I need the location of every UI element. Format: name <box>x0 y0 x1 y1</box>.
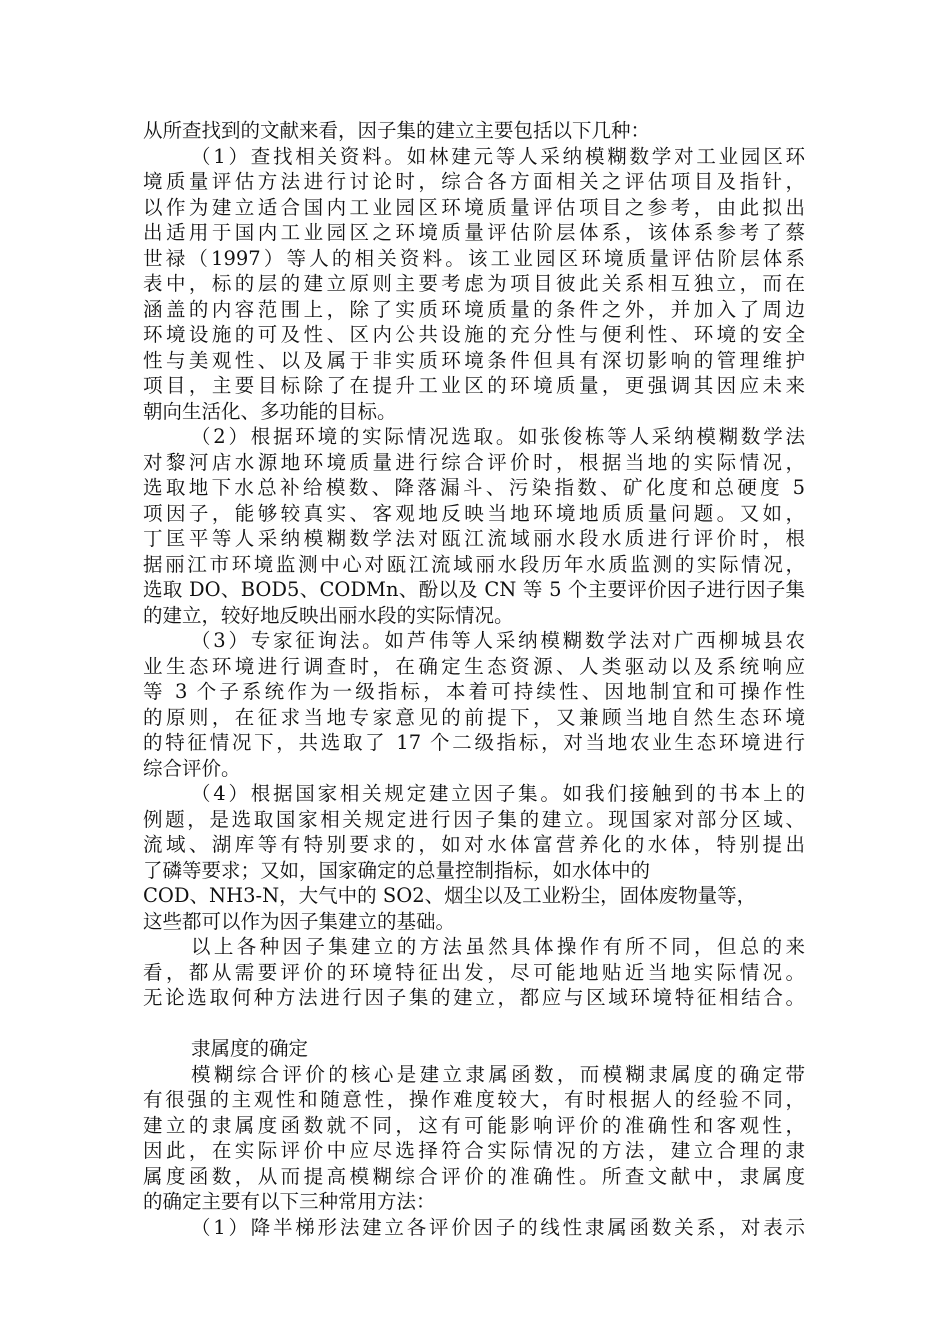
paragraph-5-line: 以上各种因子集建立的方法虽然具体操作有所不同，但总的来 <box>191 935 805 958</box>
paragraph-7-line: （1）降半梯形法建立各评价因子的线性隶属函数关系，对表示 <box>191 1215 805 1239</box>
paragraph-1-line: （1）查找相关资料。如林建元等人采纳模糊数学对工业园区环 <box>191 144 805 168</box>
paragraph-4-line: 了磷等要求；又如，国家确定的总量控制指标，如水体中的 <box>143 858 651 882</box>
paragraph-1-line: 项目，主要目标除了在提升工业区的环境质量，更强调其因应未来 <box>143 374 805 397</box>
paragraph-3-line: 等 3 个子系统作为一级指标，本着可持续性、因地制宜和可操作性 <box>143 680 805 703</box>
paragraph-6-line: 属度函数，从而提高模糊综合评价的准确性。所查文献中，隶属度 <box>143 1164 805 1188</box>
paragraph-4-line: 这些都可以作为因子集建立的基础。 <box>143 909 456 933</box>
text-line: 从所查找到的文献来看，因子集的建立主要包括以下几种： <box>143 119 651 142</box>
document-body <box>143 118 805 1240</box>
paragraph-3-line: 业生态环境进行调查时，在确定生态资源、人类驱动以及系统响应 <box>143 654 805 678</box>
paragraph-2-line: 选取地下水总补给模数、降落漏斗、污染指数、矿化度和总硬度 5 <box>143 476 805 499</box>
paragraph-3-line: 综合评价。 <box>143 756 241 780</box>
paragraph-1-line: 出适用于国内工业园区之环境质量评估阶层体系，该体系参考了蔡 <box>143 221 805 244</box>
paragraph-1-line: 朝向生活化、多功能的目标。 <box>143 399 397 423</box>
paragraph-1-line: 以作为建立适合国内工业园区环境质量评估项目之参考，由此拟出 <box>143 195 805 219</box>
paragraph-2-line: 的建立，较好地反映出丽水段的实际情况。 <box>143 603 514 627</box>
paragraph-5-line: 无论选取何种方法进行因子集的建立，都应与区域环境特征相结合。 <box>143 986 805 1009</box>
paragraph-2-line: （2）根据环境的实际情况选取。如张俊栋等人采纳模糊数学法 <box>191 425 805 448</box>
paragraph-1-line: 环境设施的可及性、区内公共设施的充分性与便利性、环境的安全 <box>143 323 805 346</box>
paragraph-5-line: 看，都从需要评价的环境特征出发，尽可能地贴近当地实际情况。 <box>143 960 805 984</box>
paragraph-3-line: 的特征情况下，共选取了 17 个二级指标，对当地农业生态环境进行 <box>143 731 805 754</box>
paragraph-1-line: 表中，标的层的建立原则主要考虑为项目彼此关系相互独立，而在 <box>143 272 805 295</box>
section-heading: 隶属度的确定 <box>191 1037 309 1060</box>
paragraph-4-line: 例题，是选取国家相关规定进行因子集的建立。现国家对部分区域、 <box>143 807 805 831</box>
paragraph-6-line: 建立的隶属度函数就不同，这有可能影响评价的准确性和客观性， <box>143 1113 805 1137</box>
paragraph-3-line: 的原则，在征求当地专家意见的前提下，又兼顾当地自然生态环境 <box>143 705 805 729</box>
paragraph-2-line: 丁匡平等人采纳模糊数学法对瓯江流域丽水段水质进行评价时，根 <box>143 527 805 550</box>
paragraph-4-line: 流域、湖库等有特别要求的，如对水体富营养化的水体，特别提出 <box>143 833 805 856</box>
paragraph-2-line: 选取 DO、BOD5、CODMn、酚以及 CN 等 5 个主要评价因子进行因子集 <box>143 578 805 601</box>
paragraph-6-line: 因此，在实际评价中应尽选择符合实际情况的方法，建立合理的隶 <box>143 1139 805 1162</box>
paragraph-1-line: 世禄（1997）等人的相关资料。该工业园区环境质量评估阶层体系 <box>143 246 805 270</box>
paragraph-6-line: 模糊综合评价的核心是建立隶属函数，而模糊隶属度的确定带 <box>191 1062 805 1086</box>
paragraph-6-line: 的确定主要有以下三种常用方法： <box>143 1190 436 1213</box>
paragraph-3-line: （3）专家征询法。如芦伟等人采纳模糊数学法对广西柳城县农 <box>191 629 805 652</box>
paragraph-6-line: 有很强的主观性和随意性，操作难度较大，有时根据人的经验不同， <box>143 1088 805 1111</box>
paragraph-4-line: COD、NH3-N，大气中的 SO2、烟尘以及工业粉尘，固体废物量等， <box>143 884 757 907</box>
paragraph-4-line: （4）根据国家相关规定建立因子集。如我们接触到的书本上的 <box>191 782 805 805</box>
paragraph-2-line: 项因子，能够较真实、客观地反映当地环境地质质量问题。又如， <box>143 501 805 525</box>
paragraph-1-line: 境质量评估方法进行讨论时，综合各方面相关之评估项目及指针， <box>143 170 805 193</box>
paragraph-2-line: 对黎河店水源地环境质量进行综合评价时，根据当地的实际情况， <box>143 450 805 474</box>
blank-line <box>143 1011 805 1037</box>
paragraph-1-line: 涵盖的内容范围上，除了实质环境质量的条件之外，并加入了周边 <box>143 297 805 321</box>
paragraph-2-line: 据丽江市环境监测中心对瓯江流域丽水段历年水质监测的实际情况， <box>143 552 805 576</box>
paragraph-1-line: 性与美观性、以及属于非实质环境条件但具有深切影响的管理维护 <box>143 348 805 372</box>
